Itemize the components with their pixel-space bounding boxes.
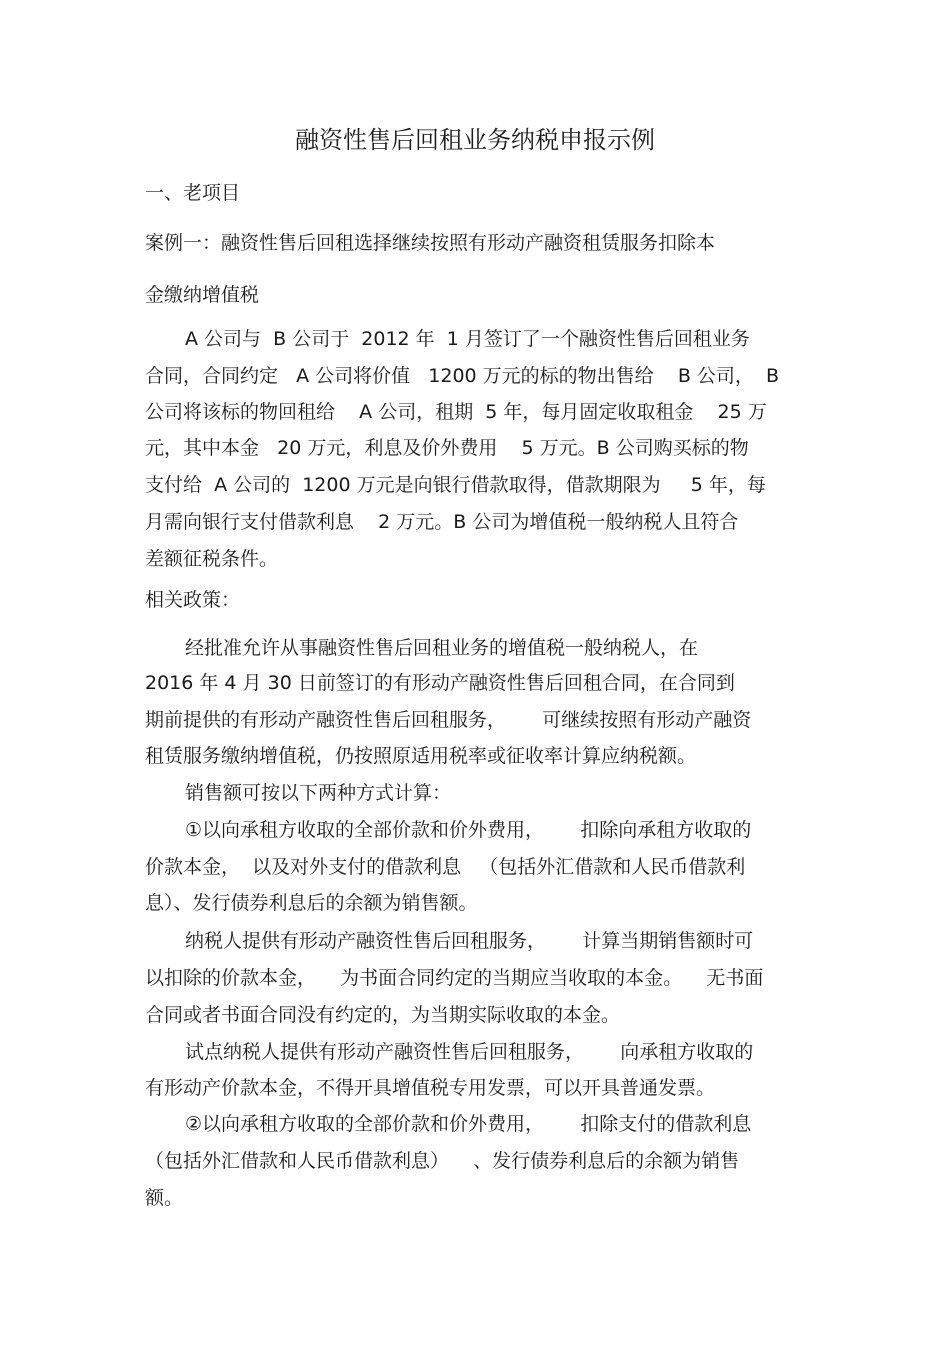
case-body-line: 支付给 A 公司的 1200 万元是向银行借款取得，借款期限为 5 年，每 <box>145 474 766 496</box>
method2-line: （包括外汇借款和人民币借款利息） 、发行债券利息后的余额为销售 <box>145 1150 740 1172</box>
case-body-line: 元，其中本金 20 万元，利息及价外费用 5 万元。B 公司购买标的物 <box>145 437 749 459</box>
policy-line: 经批准允许从事融资性售后回租业务的增值税一般纳税人，在 <box>185 637 699 659</box>
note1-line: 以扣除的价款本金， 为书面合同约定的当期应当收取的本金。 无书面 <box>145 967 764 989</box>
case-heading-line: 案例一：融资性售后回租选择继续按照有形动产融资租赁服务扣除本 <box>145 232 716 254</box>
document-title: 融资性售后回租业务纳税申报示例 <box>295 126 655 154</box>
case-body-line: 差额征税条件。 <box>145 548 279 570</box>
case-heading-line: 金缴纳增值税 <box>145 284 260 306</box>
section-heading: 一、老项目 <box>145 182 241 204</box>
note2-line: 有形动产价款本金，不得开具增值税专用发票，可以开具普通发票。 <box>145 1077 716 1099</box>
method1-line: ①以向承租方收取的全部价款和价外费用， 扣除向承租方收取的 <box>185 819 752 841</box>
note1-line: 合同或者书面合同没有约定的，为当期实际收取的本金。 <box>145 1004 621 1026</box>
note2-line: 试点纳税人提供有形动产融资性售后回租服务， 向承租方收取的 <box>185 1041 754 1063</box>
policy-line: 2016 年 4 月 30 日前签订的有形动产融资性售后回租合同，在合同到 <box>145 672 735 694</box>
case-body-line: 公司将该标的物回租给 A 公司，租期 5 年，每月固定收取租金 25 万 <box>145 401 767 423</box>
method2-line: ②以向承租方收取的全部价款和价外费用， 扣除支付的借款利息 <box>185 1113 752 1135</box>
policy-line: 期前提供的有形动产融资性售后回租服务， 可继续按照有形动产融资 <box>145 709 752 731</box>
method2-line: 额。 <box>145 1187 184 1209</box>
case-body-line: A 公司与 B 公司于 2012 年 1 月签订了一个融资性售后回租业务 <box>185 328 750 350</box>
case-body-line: 月需向银行支付借款利息 2 万元。B 公司为增值税一般纳税人且符合 <box>145 511 739 533</box>
case-body-line: 合同，合同约定 A 公司将价值 1200 万元的标的物出售给 B 公司， B <box>145 365 780 387</box>
method1-line: 息）、发行债券利息后的余额为销售额。 <box>145 892 478 914</box>
policy-label: 相关政策： <box>145 589 241 611</box>
method1-line: 价款本金， 以及对外支付的借款利息 （包括外汇借款和人民币借款利 <box>145 856 746 878</box>
policy-line: 租赁服务缴纳增值税，仍按照原适用税率或征收率计算应纳税额。 <box>145 745 697 767</box>
note1-line: 纳税人提供有形动产融资性售后回租服务， 计算当期销售额时可 <box>185 930 754 952</box>
sales-intro: 销售额可按以下两种方式计算： <box>185 782 452 804</box>
